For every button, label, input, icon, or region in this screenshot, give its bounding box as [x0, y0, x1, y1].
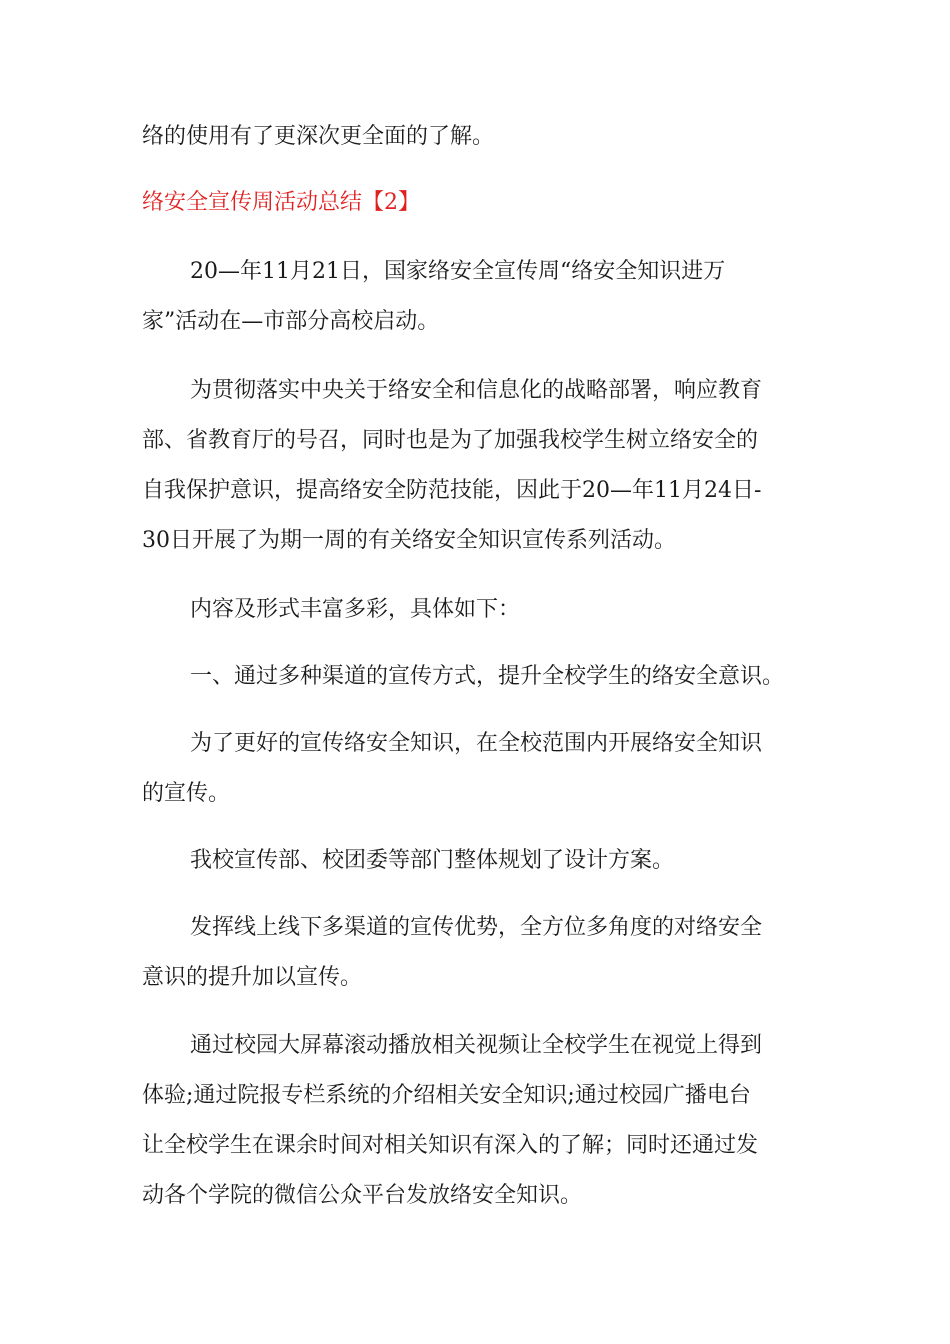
body-line: 20—年11月21日，国家络安全宣传周“络安全知识进万	[190, 259, 726, 284]
body-line: 发挥线上线下多渠道的宣传优势，全方位多角度的对络安全	[190, 915, 763, 940]
body-line: 络的使用有了更深次更全面的了解。	[142, 124, 495, 149]
body-line: 体验;通过院报专栏系统的介绍相关安全知识;通过校园广播电台	[142, 1083, 751, 1108]
body-line: 让全校学生在课余时间对相关知识有深入的了解；同时还通过发	[142, 1133, 759, 1158]
body-line: 为贯彻落实中央关于络安全和信息化的战略部署，响应教育	[190, 378, 763, 403]
body-line: 自我保护意识，提高络安全防范技能，因此于20—年11月24日-	[142, 478, 762, 503]
section-heading: 络安全宣传周活动总结【2】	[142, 190, 420, 215]
body-line: 动各个学院的微信公众平台发放络安全知识。	[142, 1183, 583, 1208]
body-line: 部、省教育厅的号召，同时也是为了加强我校学生树立络安全的	[142, 428, 759, 453]
body-line: 的宣传。	[142, 781, 231, 806]
body-line: 为了更好的宣传络安全知识，在全校范围内开展络安全知识	[190, 731, 763, 756]
body-line: 通过校园大屏幕滚动播放相关视频让全校学生在视觉上得到	[190, 1033, 763, 1058]
body-line: 家”活动在—市部分高校启动。	[142, 309, 440, 334]
body-line: 我校宣传部、校团委等部门整体规划了设计方案。	[190, 848, 675, 873]
body-line: 一、通过多种渠道的宣传方式，提升全校学生的络安全意识。	[190, 664, 785, 689]
body-line: 意识的提升加以宣传。	[142, 965, 363, 990]
body-line: 内容及形式丰富多彩，具体如下：	[190, 597, 521, 622]
body-line: 30日开展了为期一周的有关络安全知识宣传系列活动。	[142, 528, 676, 553]
